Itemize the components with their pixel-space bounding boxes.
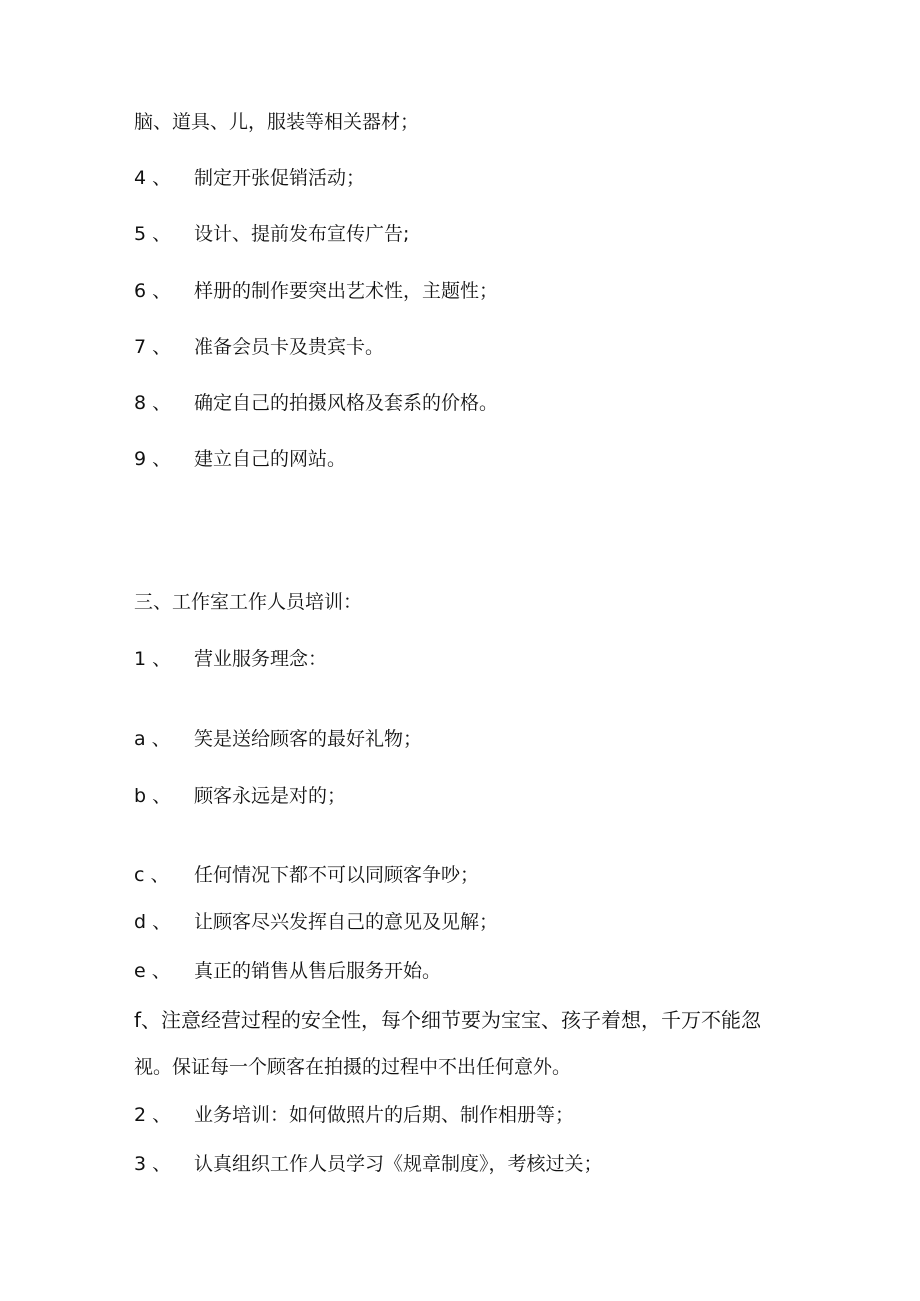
paragraph-safety-line-2 [134,1055,571,1079]
list-number: 4 、 [134,167,172,189]
list-item-5 [134,222,409,246]
text-line-equipment [134,110,419,134]
paragraph-text: f、注意经营过程的安全性，每个细节要为宝宝、孩子着想，千万不能忽 [134,1008,762,1032]
list-item-1 [134,647,327,671]
list-number: 6 、 [134,280,172,302]
list-item-9 [134,447,346,471]
list-text: 建立自己的网站。 [194,448,347,470]
list-number: 8 、 [134,392,172,414]
list-text: 确定自己的拍摄风格及套系的价格。 [194,392,499,414]
list-text: 营业服务理念： [194,648,328,670]
section-heading-text: 三、工作室工作人员培训： [134,591,363,613]
list-text: 真正的销售从售后服务开始。 [194,960,442,982]
list-text: 业务培训：如何做照片的后期、制作相册等； [194,1104,575,1126]
list-text: 准备会员卡及贵宾卡。 [194,336,385,358]
paragraph-text: 视。保证每一个顾客在拍摄的过程中不出任何意外。 [134,1056,572,1078]
list-number: d 、 [134,911,172,933]
list-item-e [134,959,441,983]
list-number: 5 、 [134,223,172,245]
list-text: 笑是送给顾客的最好礼物； [194,728,423,750]
list-item-6 [134,279,498,303]
list-number: b 、 [134,785,172,807]
list-item-4 [134,166,365,190]
list-item-a [134,727,422,751]
list-text: 设计、提前发布宣传广告; [194,223,410,245]
section-heading [134,590,362,614]
list-number: c 、 [134,864,170,886]
list-number: a 、 [134,728,171,750]
line-text: 脑、道具、儿，服装等相关器材； [134,111,420,133]
list-item-b [134,784,346,808]
list-item-c [134,863,479,887]
list-item-3 [134,1152,603,1176]
list-item-7 [134,335,384,359]
paragraph-safety-line-1 [134,1008,761,1032]
list-number: 2 、 [134,1104,172,1126]
list-item-d [134,910,498,934]
list-text: 认真组织工作人员学习《规章制度》，考核过关； [194,1153,603,1175]
list-number: 9 、 [134,448,172,470]
list-text: 样册的制作要突出艺术性，主题性； [194,280,499,302]
list-text: 制定开张促销活动； [194,167,366,189]
list-number: 1 、 [134,648,172,670]
list-item-2 [134,1103,574,1127]
list-number: 3 、 [134,1153,172,1175]
list-number: e 、 [134,960,171,982]
list-text: 任何情况下都不可以同顾客争吵； [194,864,480,886]
list-text: 顾客永远是对的； [194,785,347,807]
list-number: 7 、 [134,336,172,358]
list-text: 让顾客尽兴发挥自己的意见及见解； [194,911,499,933]
list-item-8 [134,391,498,415]
